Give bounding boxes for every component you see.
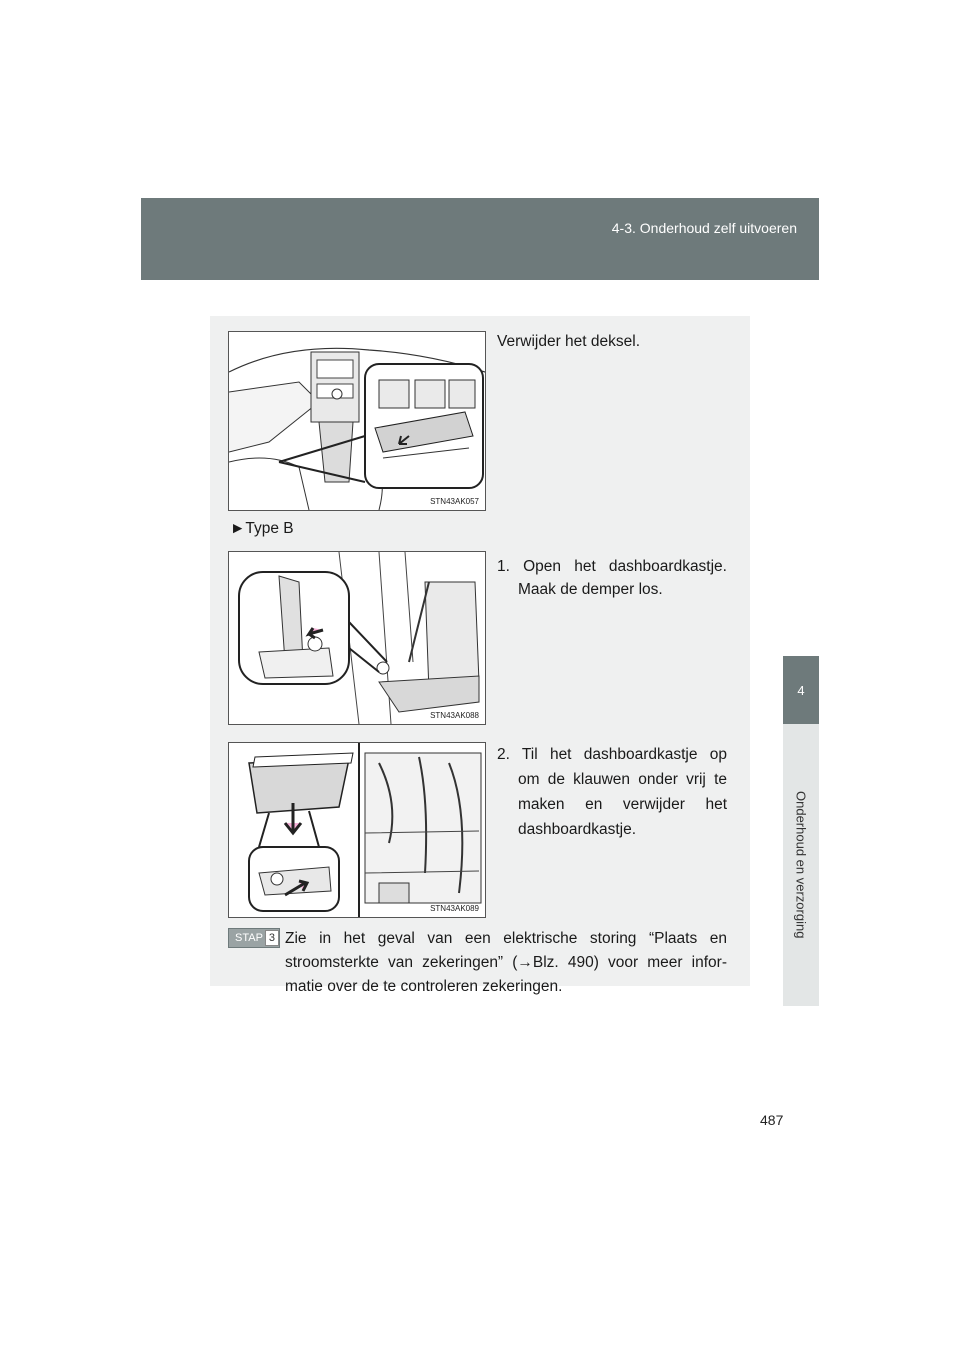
step2-line1: 2. Til het dashboardkastje op bbox=[497, 746, 727, 763]
stap-number: 3 bbox=[265, 930, 279, 946]
chapter-tab: 4 bbox=[783, 656, 819, 724]
section-header bbox=[141, 198, 819, 280]
figure-glovebox-damper bbox=[228, 551, 486, 725]
stap-badge bbox=[228, 928, 280, 948]
page-number: 487 bbox=[760, 1112, 784, 1128]
stap-line1: Zie in het geval van een elektrische storing “Plaats en bbox=[285, 930, 727, 947]
chapter-label: Onderhoud en verzorging bbox=[793, 791, 809, 939]
step2-line2: om de klauwen onder vrij te bbox=[518, 771, 727, 788]
illustration-damper bbox=[229, 552, 485, 724]
step1-line1: 1. Open het dashboardkastje. bbox=[497, 558, 727, 575]
step2-line4: dashboardkastje. bbox=[518, 821, 637, 838]
step-remove-cover: Verwijder het deksel. bbox=[497, 333, 641, 350]
illustration-removal bbox=[229, 743, 485, 917]
figure-glovebox-removal bbox=[228, 742, 486, 918]
stap-line3: matie over de te controleren zekeringen. bbox=[285, 978, 563, 995]
step2-line3: maken en verwijder het bbox=[518, 796, 727, 813]
stap-label: STAP bbox=[235, 932, 263, 944]
stap-line2: stroomsterkte van zekeringen” (→Blz. 490) voor meer infor- bbox=[285, 954, 727, 971]
figure-dashboard-cover bbox=[228, 331, 486, 511]
figure-code: STN43AK057 bbox=[430, 497, 479, 506]
section-title: 4-3. Onderhoud zelf uitvoeren bbox=[611, 220, 797, 236]
figure-code: STN43AK088 bbox=[430, 711, 479, 720]
illustration-dashboard bbox=[229, 332, 485, 510]
figure-code: STN43AK089 bbox=[430, 904, 479, 913]
type-b-heading: ►Type B bbox=[230, 520, 294, 537]
step1-line2: Maak de demper los. bbox=[518, 581, 663, 598]
